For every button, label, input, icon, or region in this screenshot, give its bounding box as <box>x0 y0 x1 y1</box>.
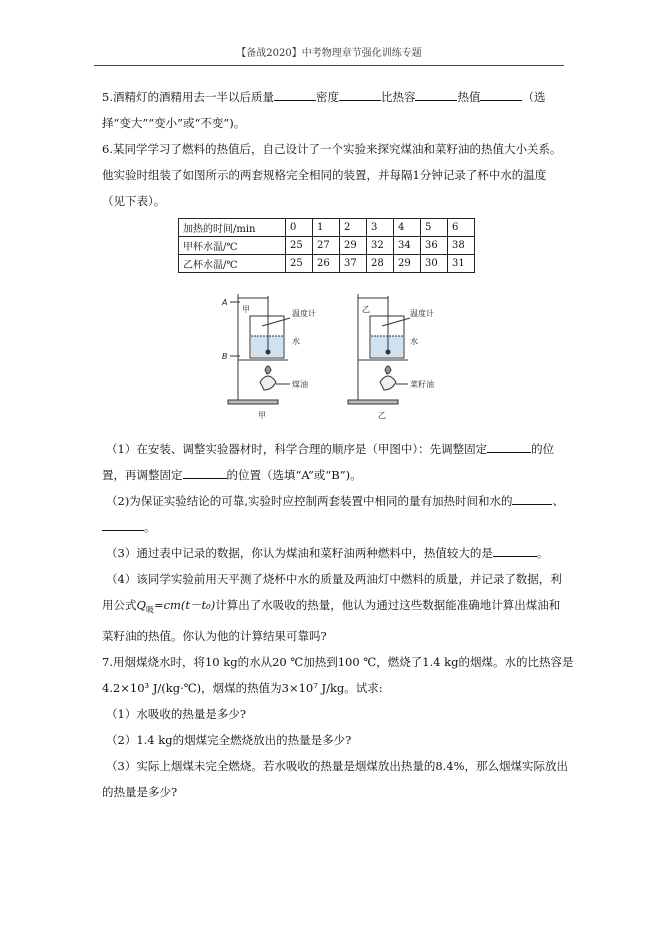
table-row: 甲杯水温/℃ 25 27 29 32 34 36 38 <box>179 237 475 255</box>
q6-p1-line1: （1）在安装、调整实验器材时，科学合理的顺序是（甲图中）：先调整固定 的位 <box>102 436 562 462</box>
apparatus-figure <box>200 286 450 421</box>
q6-p4-line1: （4）该同学实验前用天平测了烧杯中水的质量及两油灯中燃料的质量，并记录了数据，利 <box>106 572 562 586</box>
fuel-label-right: 菜籽油 <box>410 380 434 389</box>
q7-s1: （1）水吸收的热量是多少? <box>106 707 246 722</box>
table-row: 加热的时间/min 0 1 2 3 4 5 6 <box>179 219 475 237</box>
table-row: 乙杯水温/℃ 25 26 37 28 29 30 31 <box>179 255 475 273</box>
answer-blank[interactable] <box>487 438 531 453</box>
q6-p4-line3: 菜籽油的热值。你认为他的计算结果可靠吗? <box>102 629 327 644</box>
answer-blank[interactable] <box>512 490 552 505</box>
answer-blank[interactable] <box>493 542 537 557</box>
heat-formula: $Q_吸=cm(t-t_0)$ <box>136 598 216 615</box>
q6-p2-line2: 。 <box>102 514 562 540</box>
q7-line2: 4.2×10³ J/(kg·℃)，烟煤的热值为3×10⁷ J/kg。试求: <box>102 681 383 696</box>
left-name-top: 甲 <box>242 305 250 314</box>
thermometer-label-left: 温度计 <box>292 309 316 318</box>
label-b: B <box>222 352 228 361</box>
right-name-top: 乙 <box>362 305 370 314</box>
q7-s3-line2: 的热量是多少? <box>102 785 178 800</box>
answer-blank[interactable] <box>274 86 316 101</box>
q7-s3-line1: （3）实际上烟煤未完全燃烧。若水吸收的热量是烟煤放出热量的8.4%，那么烟煤实际放出 <box>106 759 569 774</box>
apparatus-right <box>348 294 410 404</box>
label-a: A <box>222 298 228 307</box>
q6-p2-line1: （2)为保证实验结论的可靠,实验时应控制两套装置中相同的量有加热时间和水的 、 <box>102 488 562 514</box>
worksheet-content <box>102 84 562 214</box>
q5-line2: 择“变大”“变小”或“不变”)。 <box>102 116 246 130</box>
fuel-label-left: 煤油 <box>292 380 308 389</box>
q6-line2: 他实验时组装了如图所示的两套规格完全相同的装置，并每隔1分钟记录了杯中水的温度 <box>102 168 547 182</box>
answer-blank[interactable] <box>415 86 457 101</box>
q7-line1: 7.用烟煤烧水时，将10 kg的水从20 ℃加热到100 ℃，燃烧了1.4 kg的烟煤。水的比热容是 <box>102 655 574 670</box>
q6-line1: 6.某同学学习了燃料的热值后，自己设计了一个实验来探究煤油和菜籽油的热值大小关系。 <box>102 142 562 156</box>
q6-line3: （见下表）。 <box>102 194 166 208</box>
page-header: 【备战2020】中考物理章节强化训练专题 <box>94 44 564 66</box>
answer-blank[interactable] <box>480 86 522 101</box>
q7-s2: （2）1.4 kg的烟煤完全燃烧放出的热量是多少? <box>106 733 352 748</box>
answer-blank[interactable] <box>339 86 381 101</box>
thermometer-label-right: 温度计 <box>410 309 434 318</box>
apparatus-left <box>228 294 290 404</box>
q6-p1-line2: 置，再调整固定 的位置（选填“A”或“B”)。 <box>102 462 562 488</box>
q6-p4-line2: 用公式$Q_吸=cm(t-t_0)$计算出了水吸收的热量，他认为通过这些数据能准确地计算出煤油和 <box>102 598 561 615</box>
left-name-bottom: 甲 <box>258 411 266 420</box>
right-name-bottom: 乙 <box>378 411 386 420</box>
apparatus-diagram <box>200 286 450 421</box>
answer-blank[interactable] <box>183 464 227 479</box>
q6-p3: （3）通过表中记录的数据，你认为煤油和菜籽油两种燃料中，热值较大的是 。 <box>102 540 562 566</box>
water-label-left: 水 <box>292 337 300 346</box>
water-label-right: 水 <box>410 337 418 346</box>
q5-line1: 5.酒精灯的酒精用去一半以后质量 密度 比热容 热值 （选 <box>102 84 562 110</box>
answer-blank[interactable] <box>102 516 144 531</box>
worksheet-content-lower <box>102 436 574 805</box>
temperature-table <box>178 218 475 273</box>
